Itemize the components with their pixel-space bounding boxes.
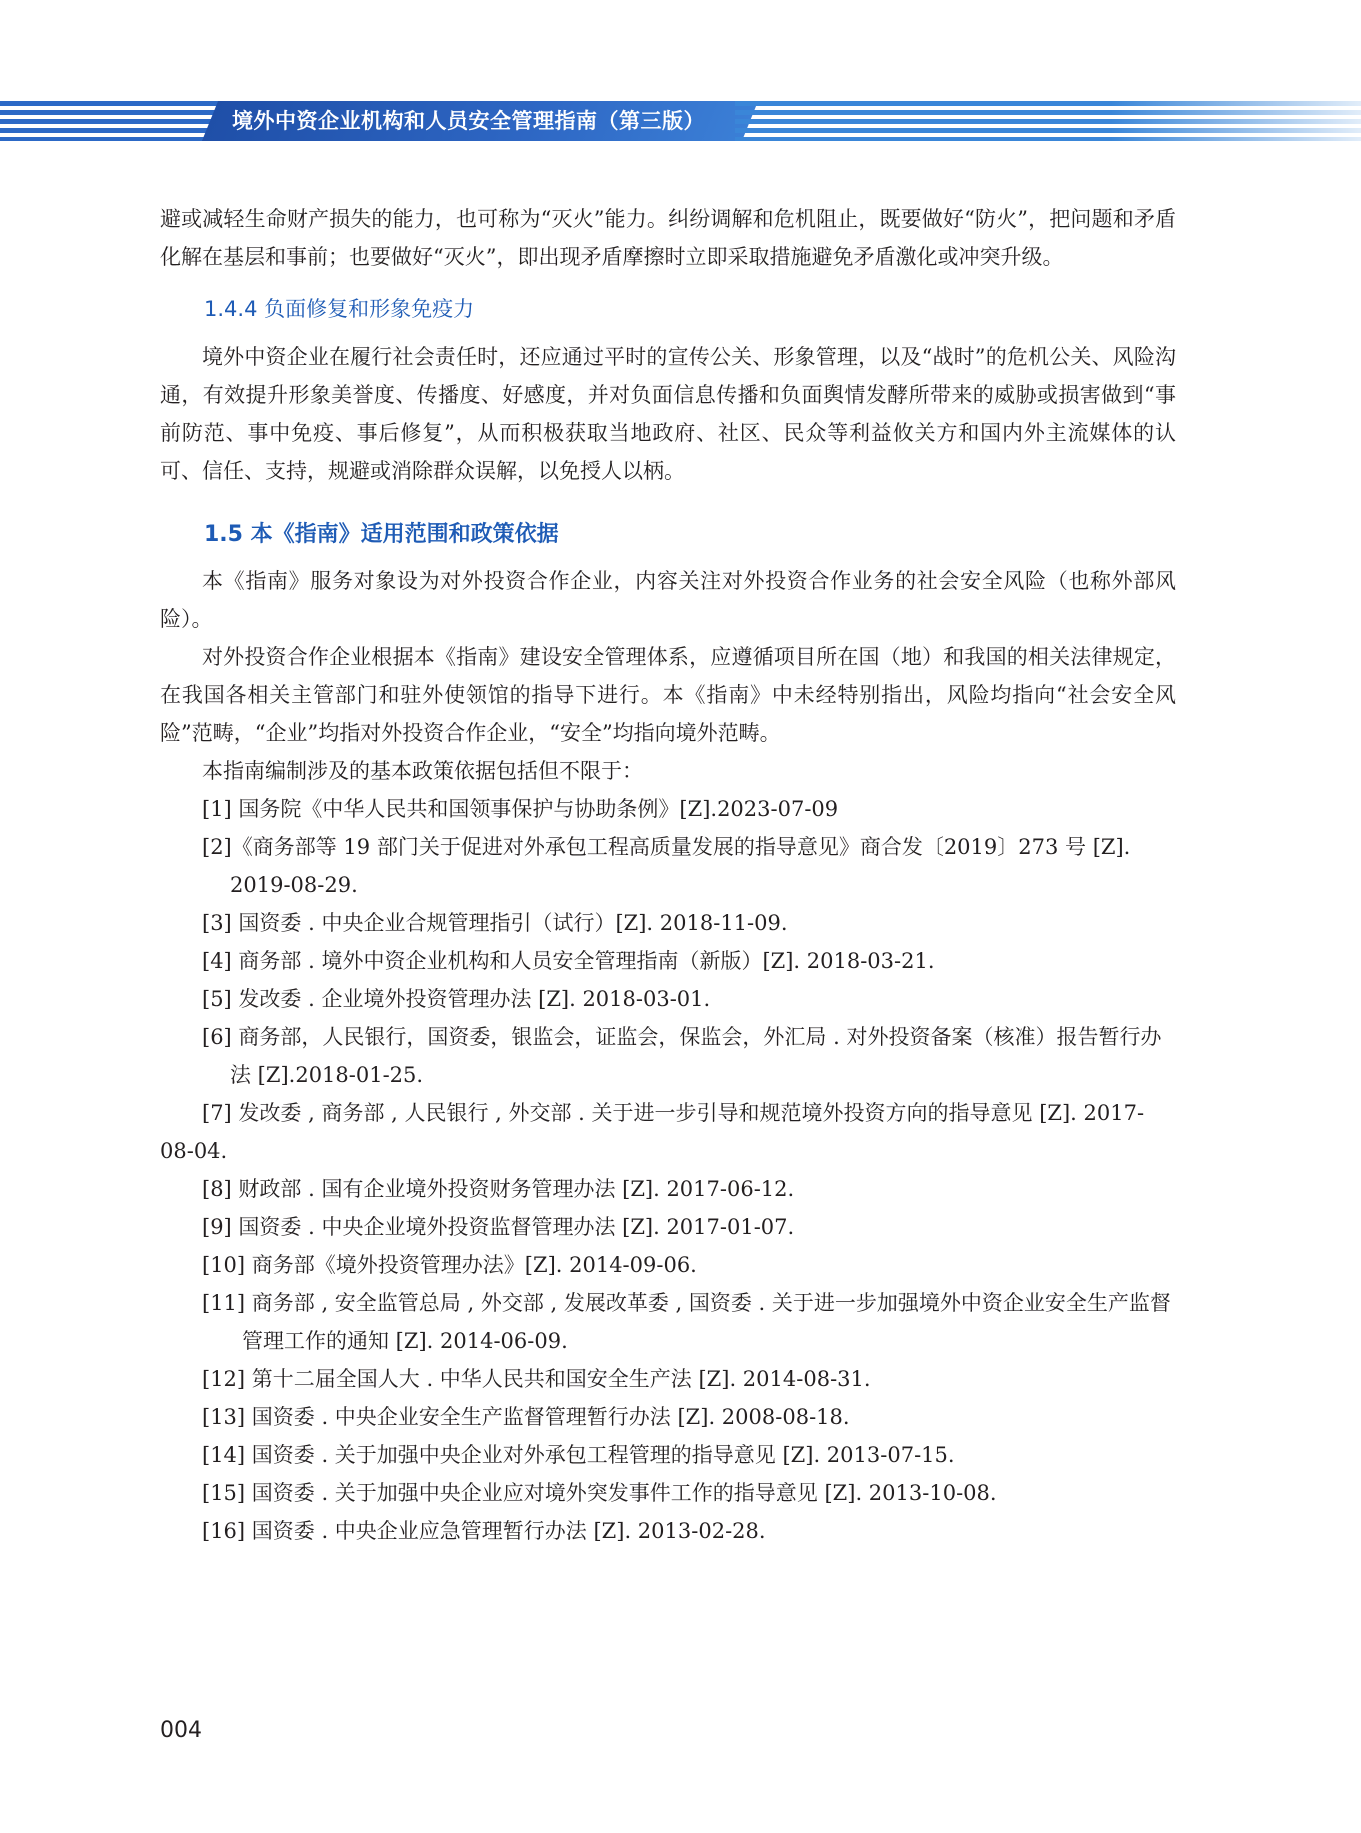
page-number: 004 — [160, 1718, 202, 1743]
reference-item: [6] 商务部，人民银行，国资委，银监会，证监会，保监会，外汇局 . 对外投资备案（核准）报告暂行办法 [Z].2018-01-25. — [202, 1025, 1162, 1087]
reference-item: [10] 商务部《境外投资管理办法》[Z]. 2014-09-06. — [202, 1253, 697, 1277]
paragraph: 本指南编制涉及的基本政策依据包括但不限于： — [202, 759, 643, 783]
reference-item: [16] 国资委 . 中央企业应急管理暂行办法 [Z]. 2013-02-28. — [202, 1519, 766, 1543]
reference-item: [4] 商务部 . 境外中资企业机构和人员安全管理指南（新版）[Z]. 2018-03-21. — [202, 949, 935, 973]
page-body — [160, 200, 1176, 1550]
section-heading-1-4-4: 1.4.4 负面修复和形象免疫力 — [204, 297, 475, 321]
paragraph: 本《指南》服务对象设为对外投资合作企业，内容关注对外投资合作业务的社会安全风险（也称外部风险）。 — [160, 569, 1176, 631]
reference-item: [9] 国资委 . 中央企业境外投资监督管理办法 [Z]. 2017-01-07. — [202, 1215, 795, 1239]
reference-item: [8] 财政部 . 国有企业境外投资财务管理办法 [Z]. 2017-06-12. — [202, 1177, 795, 1201]
paragraph: 对外投资合作企业根据本《指南》建设安全管理体系，应遵循项目所在国（地）和我国的相关法律规定，在我国各相关主管部门和驻外使领馆的指导下进行。本《指南》中未经特别指出，风险均指向“社会安全风险”范畴，“企业”均指对外投资合作企业，“安全”均指向境外范畴。 — [160, 645, 1176, 745]
header-banner — [0, 0, 1361, 160]
section-heading-1-5: 1.5 本《指南》适用范围和政策依据 — [204, 522, 559, 547]
reference-item: [3] 国资委 . 中央企业合规管理指引（试行）[Z]. 2018-11-09. — [202, 911, 788, 935]
reference-list — [160, 790, 1176, 1550]
paragraph: 避或减轻生命财产损失的能力，也可称为“灭火”能力。纠纷调解和危机阻止，既要做好“防火”，把问题和矛盾化解在基层和事前；也要做好“灭火”，即出现矛盾摩擦时立即采取措施避免矛盾激化或冲突升级。 — [160, 207, 1176, 269]
reference-item: [2]《商务部等 19 部门关于促进对外承包工程高质量发展的指导意见》商合发〔2019〕273 号 [Z]. 2019-08-29. — [202, 835, 1131, 897]
reference-item: [1] 国务院《中华人民共和国领事保护与协助条例》[Z].2023-07-09 — [202, 797, 839, 821]
header-stripes-left — [0, 101, 225, 141]
running-header-title: 境外中资企业机构和人员安全管理指南（第三版） — [232, 109, 705, 133]
reference-item: [11] 商务部 , 安全监管总局 , 外交部 , 发展改革委 , 国资委 . 关于进一步加强境外中资企业安全生产监督管理工作的通知 [Z]. 2014-06-09. — [202, 1291, 1171, 1353]
paragraph: 境外中资企业在履行社会责任时，还应通过平时的宣传公关、形象管理，以及“战时”的危机公关、风险沟通，有效提升形象美誉度、传播度、好感度，并对负面信息传播和负面舆情发酵所带来的威胁或损害做到“事前防范、事中免疫、事后修复”，从而积极获取当地政府、社区、民众等利益攸关方和国内外主流媒体的认可、信任、支持，规避或消除群众误解，以免授人以柄。 — [160, 345, 1176, 483]
reference-item: [12] 第十二届全国人大 . 中华人民共和国安全生产法 [Z]. 2014-08-31. — [202, 1367, 871, 1391]
reference-item: [7] 发改委 , 商务部 , 人民银行 , 外交部 . 关于进一步引导和规范境外投资方向的指导意见 [Z]. 2017-08-04. — [160, 1101, 1145, 1163]
reference-item: [15] 国资委 . 关于加强中央企业应对境外突发事件工作的指导意见 [Z]. 2013-10-08. — [202, 1481, 997, 1505]
reference-item: [5] 发改委 . 企业境外投资管理办法 [Z]. 2018-03-01. — [202, 987, 711, 1011]
header-stripes-right — [735, 101, 1361, 141]
reference-item: [14] 国资委 . 关于加强中央企业对外承包工程管理的指导意见 [Z]. 2013-07-15. — [202, 1443, 955, 1467]
reference-item: [13] 国资委 . 中央企业安全生产监督管理暂行办法 [Z]. 2008-08-18. — [202, 1405, 850, 1429]
